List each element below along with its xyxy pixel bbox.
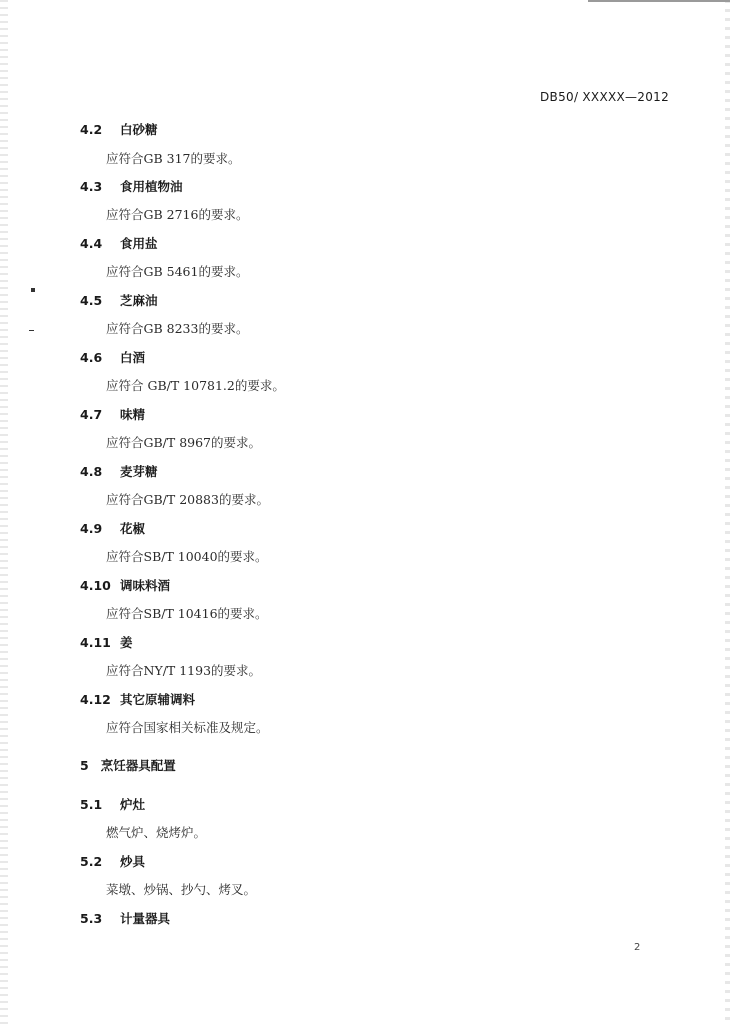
section-title: 炉灶 xyxy=(120,797,146,812)
section-number: 4.10 xyxy=(80,578,111,593)
section-heading xyxy=(80,852,145,870)
document-code: DB50/ XXXXX—2012 xyxy=(540,90,670,104)
section-heading xyxy=(80,291,158,309)
section-number: 4.5 xyxy=(80,293,103,308)
section-number: 4.9 xyxy=(80,521,103,536)
section-body: 应符合SB/T 10040的要求。 xyxy=(106,549,268,564)
section-heading xyxy=(80,909,170,927)
section-title: 芝麻油 xyxy=(120,293,158,308)
top-rule xyxy=(588,0,730,2)
section-title: 姜 xyxy=(120,635,133,650)
section-number: 4.3 xyxy=(80,179,103,194)
section-heading xyxy=(80,234,158,252)
chapter-number: 5 xyxy=(80,758,89,773)
section-heading xyxy=(80,690,195,708)
scan-speck xyxy=(31,288,35,292)
section-title: 调味料酒 xyxy=(120,578,171,593)
section-title: 味精 xyxy=(120,407,146,422)
section-title: 炒具 xyxy=(120,854,146,869)
section-heading xyxy=(80,177,183,195)
scan-speck xyxy=(29,330,34,331)
section-body: 应符合NY/T 1193的要求。 xyxy=(106,663,262,678)
section-title: 白酒 xyxy=(120,350,146,365)
section-heading xyxy=(80,519,145,537)
section-body: 应符合GB 2716的要求。 xyxy=(106,207,249,222)
section-body: 燃气炉、烧烤炉。 xyxy=(106,825,207,840)
section-title: 食用盐 xyxy=(120,236,158,251)
section-body: 应符合 GB/T 10781.2的要求。 xyxy=(106,378,285,393)
section-body: 应符合国家相关标准及规定。 xyxy=(106,720,269,735)
section-body: 应符合GB/T 20883的要求。 xyxy=(106,492,269,507)
chapter-heading xyxy=(80,756,176,774)
section-body: 应符合GB 317的要求。 xyxy=(106,151,241,166)
section-number: 4.11 xyxy=(80,635,111,650)
section-body: 菜墩、炒锅、抄勺、烤叉。 xyxy=(106,882,257,897)
section-heading xyxy=(80,795,145,813)
section-body: 应符合GB 8233的要求。 xyxy=(106,321,249,336)
section-heading xyxy=(80,120,158,138)
section-title: 食用植物油 xyxy=(120,179,183,194)
page-number: 2 xyxy=(634,942,641,953)
chapter-title: 烹饪器具配置 xyxy=(100,758,176,773)
section-title: 麦芽糖 xyxy=(120,464,158,479)
section-body: 应符合GB/T 8967的要求。 xyxy=(106,435,262,450)
section-number: 4.2 xyxy=(80,122,103,137)
section-title: 其它原辅调料 xyxy=(120,692,196,707)
section-number: 4.7 xyxy=(80,407,103,422)
section-number: 5.2 xyxy=(80,854,103,869)
section-body: 应符合GB 5461的要求。 xyxy=(106,264,249,279)
section-title: 白砂糖 xyxy=(120,122,158,137)
scan-edge-left xyxy=(0,0,8,1024)
section-heading xyxy=(80,576,170,594)
section-number: 5.1 xyxy=(80,797,103,812)
section-title: 花椒 xyxy=(120,521,146,536)
section-title: 计量器具 xyxy=(120,911,171,926)
section-heading xyxy=(80,462,158,480)
section-heading xyxy=(80,348,145,366)
section-body: 应符合SB/T 10416的要求。 xyxy=(106,606,268,621)
section-heading xyxy=(80,633,133,651)
section-number: 4.6 xyxy=(80,350,103,365)
section-number: 4.8 xyxy=(80,464,103,479)
section-number: 5.3 xyxy=(80,911,103,926)
section-number: 4.12 xyxy=(80,692,111,707)
section-heading xyxy=(80,405,145,423)
section-number: 4.4 xyxy=(80,236,103,251)
scan-edge-right xyxy=(725,0,730,1024)
